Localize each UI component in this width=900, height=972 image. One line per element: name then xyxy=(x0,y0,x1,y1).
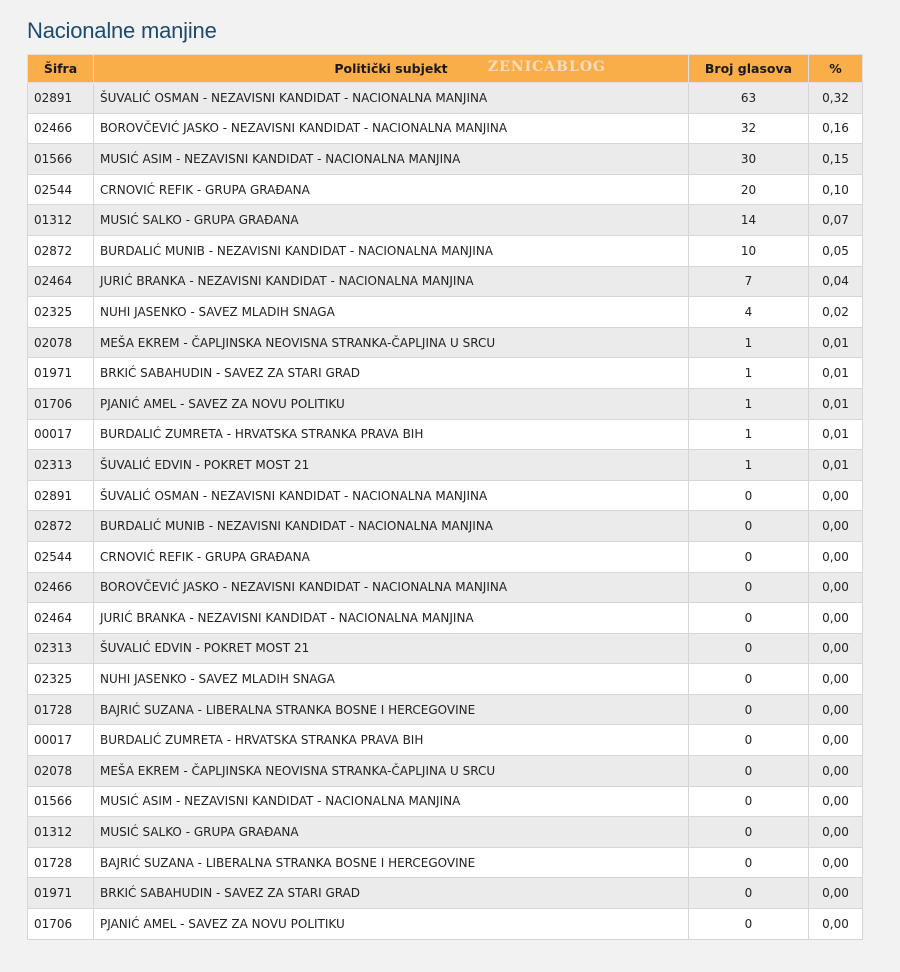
cell-votes: 14 xyxy=(689,205,809,236)
cell-code: 01706 xyxy=(28,909,94,940)
table-row xyxy=(28,572,863,603)
cell-votes: 1 xyxy=(689,450,809,481)
cell-percent: 0,05 xyxy=(809,235,863,266)
cell-votes: 0 xyxy=(689,725,809,756)
cell-subject: CRNOVIĆ REFIK - GRUPA GRAĐANA xyxy=(94,541,689,572)
cell-percent: 0,00 xyxy=(809,480,863,511)
cell-subject: BAJRIĆ SUZANA - LIBERALNA STRANKA BOSNE I HERCEGOVINE xyxy=(94,694,689,725)
cell-subject: BRKIĆ SABAHUDIN - SAVEZ ZA STARI GRAD xyxy=(94,358,689,389)
cell-votes: 0 xyxy=(689,541,809,572)
cell-percent: 0,00 xyxy=(809,511,863,542)
page-title: Nacionalne manjine xyxy=(27,18,217,43)
cell-subject: BURDALIĆ ZUMRETA - HRVATSKA STRANKA PRAVA BIH xyxy=(94,419,689,450)
cell-subject: ŠUVALIĆ OSMAN - NEZAVISNI KANDIDAT - NACIONALNA MANJINA xyxy=(94,480,689,511)
column-header-subject-label: Politički subjekt xyxy=(334,61,448,76)
table-header-row xyxy=(28,55,863,83)
cell-percent: 0,32 xyxy=(809,83,863,114)
table-row xyxy=(28,327,863,358)
cell-votes: 1 xyxy=(689,327,809,358)
cell-code: 02466 xyxy=(28,113,94,144)
cell-percent: 0,10 xyxy=(809,174,863,205)
table-row xyxy=(28,725,863,756)
cell-code: 02325 xyxy=(28,664,94,695)
cell-percent: 0,00 xyxy=(809,847,863,878)
cell-votes: 20 xyxy=(689,174,809,205)
cell-votes: 32 xyxy=(689,113,809,144)
cell-code: 00017 xyxy=(28,725,94,756)
cell-code: 01566 xyxy=(28,144,94,175)
cell-code: 02466 xyxy=(28,572,94,603)
cell-code: 01728 xyxy=(28,847,94,878)
cell-votes: 1 xyxy=(689,358,809,389)
cell-percent: 0,00 xyxy=(809,725,863,756)
cell-subject: CRNOVIĆ REFIK - GRUPA GRAĐANA xyxy=(94,174,689,205)
cell-code: 02544 xyxy=(28,174,94,205)
table-row xyxy=(28,358,863,389)
cell-subject: BURDALIĆ ZUMRETA - HRVATSKA STRANKA PRAVA BIH xyxy=(94,725,689,756)
cell-percent: 0,02 xyxy=(809,297,863,328)
cell-votes: 0 xyxy=(689,756,809,787)
cell-code: 02313 xyxy=(28,633,94,664)
cell-percent: 0,01 xyxy=(809,450,863,481)
cell-percent: 0,04 xyxy=(809,266,863,297)
cell-percent: 0,00 xyxy=(809,603,863,634)
cell-subject: MUSIĆ SALKO - GRUPA GRAĐANA xyxy=(94,817,689,848)
cell-votes: 0 xyxy=(689,847,809,878)
column-header-code[interactable]: Šifra xyxy=(28,55,94,83)
cell-code: 02544 xyxy=(28,541,94,572)
cell-subject: BAJRIĆ SUZANA - LIBERALNA STRANKA BOSNE I HERCEGOVINE xyxy=(94,847,689,878)
cell-subject: NUHI JASENKO - SAVEZ MLADIH SNAGA xyxy=(94,664,689,695)
cell-votes: 10 xyxy=(689,235,809,266)
cell-percent: 0,00 xyxy=(809,756,863,787)
cell-percent: 0,00 xyxy=(809,909,863,940)
cell-subject: PJANIĆ AMEL - SAVEZ ZA NOVU POLITIKU xyxy=(94,388,689,419)
cell-percent: 0,01 xyxy=(809,358,863,389)
table-body xyxy=(28,83,863,940)
cell-votes: 0 xyxy=(689,878,809,909)
table-row xyxy=(28,388,863,419)
cell-percent: 0,00 xyxy=(809,664,863,695)
cell-code: 02891 xyxy=(28,480,94,511)
cell-percent: 0,01 xyxy=(809,388,863,419)
cell-votes: 1 xyxy=(689,388,809,419)
cell-subject: BOROVČEVIĆ JASKO - NEZAVISNI KANDIDAT - NACIONALNA MANJINA xyxy=(94,572,689,603)
cell-subject: MUSIĆ ASIM - NEZAVISNI KANDIDAT - NACIONALNA MANJINA xyxy=(94,786,689,817)
cell-subject: BRKIĆ SABAHUDIN - SAVEZ ZA STARI GRAD xyxy=(94,878,689,909)
column-header-subject[interactable] xyxy=(94,55,689,83)
cell-votes: 0 xyxy=(689,817,809,848)
cell-percent: 0,00 xyxy=(809,817,863,848)
table-row xyxy=(28,878,863,909)
cell-code: 01312 xyxy=(28,205,94,236)
cell-votes: 63 xyxy=(689,83,809,114)
cell-code: 02078 xyxy=(28,756,94,787)
cell-subject: BURDALIĆ MUNIB - NEZAVISNI KANDIDAT - NACIONALNA MANJINA xyxy=(94,511,689,542)
cell-votes: 0 xyxy=(689,664,809,695)
column-header-votes[interactable]: Broj glasova xyxy=(689,55,809,83)
table-row xyxy=(28,480,863,511)
cell-subject: BOROVČEVIĆ JASKO - NEZAVISNI KANDIDAT - NACIONALNA MANJINA xyxy=(94,113,689,144)
table-row xyxy=(28,694,863,725)
cell-votes: 1 xyxy=(689,419,809,450)
cell-votes: 0 xyxy=(689,572,809,603)
table-row xyxy=(28,419,863,450)
cell-subject: ŠUVALIĆ OSMAN - NEZAVISNI KANDIDAT - NACIONALNA MANJINA xyxy=(94,83,689,114)
cell-percent: 0,01 xyxy=(809,419,863,450)
cell-code: 01706 xyxy=(28,388,94,419)
cell-subject: JURIĆ BRANKA - NEZAVISNI KANDIDAT - NACIONALNA MANJINA xyxy=(94,266,689,297)
cell-code: 01312 xyxy=(28,817,94,848)
cell-votes: 30 xyxy=(689,144,809,175)
table-row xyxy=(28,541,863,572)
cell-votes: 0 xyxy=(689,694,809,725)
cell-code: 02325 xyxy=(28,297,94,328)
cell-code: 00017 xyxy=(28,419,94,450)
results-table xyxy=(27,54,863,940)
cell-percent: 0,07 xyxy=(809,205,863,236)
table-row xyxy=(28,664,863,695)
table-row xyxy=(28,603,863,634)
cell-percent: 0,01 xyxy=(809,327,863,358)
cell-percent: 0,00 xyxy=(809,694,863,725)
cell-votes: 0 xyxy=(689,480,809,511)
cell-code: 02891 xyxy=(28,83,94,114)
cell-votes: 0 xyxy=(689,633,809,664)
table-row xyxy=(28,266,863,297)
table-row xyxy=(28,113,863,144)
cell-percent: 0,00 xyxy=(809,878,863,909)
cell-code: 01728 xyxy=(28,694,94,725)
table-row xyxy=(28,235,863,266)
cell-votes: 0 xyxy=(689,603,809,634)
cell-subject: JURIĆ BRANKA - NEZAVISNI KANDIDAT - NACIONALNA MANJINA xyxy=(94,603,689,634)
cell-votes: 7 xyxy=(689,266,809,297)
cell-percent: 0,00 xyxy=(809,541,863,572)
cell-subject: NUHI JASENKO - SAVEZ MLADIH SNAGA xyxy=(94,297,689,328)
table-row xyxy=(28,174,863,205)
cell-code: 02464 xyxy=(28,266,94,297)
table-row xyxy=(28,205,863,236)
cell-code: 02464 xyxy=(28,603,94,634)
cell-votes: 0 xyxy=(689,786,809,817)
table-row xyxy=(28,450,863,481)
cell-percent: 0,15 xyxy=(809,144,863,175)
cell-subject: ŠUVALIĆ EDVIN - POKRET MOST 21 xyxy=(94,633,689,664)
watermark: ZENICABLOG xyxy=(487,59,606,75)
cell-subject: BURDALIĆ MUNIB - NEZAVISNI KANDIDAT - NACIONALNA MANJINA xyxy=(94,235,689,266)
cell-percent: 0,16 xyxy=(809,113,863,144)
table-row xyxy=(28,817,863,848)
table-row xyxy=(28,144,863,175)
table-row xyxy=(28,511,863,542)
cell-percent: 0,00 xyxy=(809,633,863,664)
cell-subject: MUSIĆ SALKO - GRUPA GRAĐANA xyxy=(94,205,689,236)
table-row xyxy=(28,633,863,664)
cell-votes: 0 xyxy=(689,511,809,542)
cell-subject: ŠUVALIĆ EDVIN - POKRET MOST 21 xyxy=(94,450,689,481)
cell-code: 01971 xyxy=(28,878,94,909)
cell-subject: MUSIĆ ASIM - NEZAVISNI KANDIDAT - NACIONALNA MANJINA xyxy=(94,144,689,175)
table-row xyxy=(28,786,863,817)
cell-subject: MEŠA EKREM - ČAPLJINSKA NEOVISNA STRANKA-ČAPLJINA U SRCU xyxy=(94,756,689,787)
cell-votes: 4 xyxy=(689,297,809,328)
table-row xyxy=(28,756,863,787)
table-row xyxy=(28,297,863,328)
cell-code: 01971 xyxy=(28,358,94,389)
cell-subject: PJANIĆ AMEL - SAVEZ ZA NOVU POLITIKU xyxy=(94,909,689,940)
cell-code: 02313 xyxy=(28,450,94,481)
table-row xyxy=(28,847,863,878)
table-row xyxy=(28,909,863,940)
cell-code: 01566 xyxy=(28,786,94,817)
cell-code: 02872 xyxy=(28,511,94,542)
cell-subject: MEŠA EKREM - ČAPLJINSKA NEOVISNA STRANKA-ČAPLJINA U SRCU xyxy=(94,327,689,358)
table-row xyxy=(28,83,863,114)
cell-percent: 0,00 xyxy=(809,572,863,603)
cell-percent: 0,00 xyxy=(809,786,863,817)
cell-code: 02078 xyxy=(28,327,94,358)
cell-code: 02872 xyxy=(28,235,94,266)
column-header-percent[interactable]: % xyxy=(809,55,863,83)
cell-votes: 0 xyxy=(689,909,809,940)
